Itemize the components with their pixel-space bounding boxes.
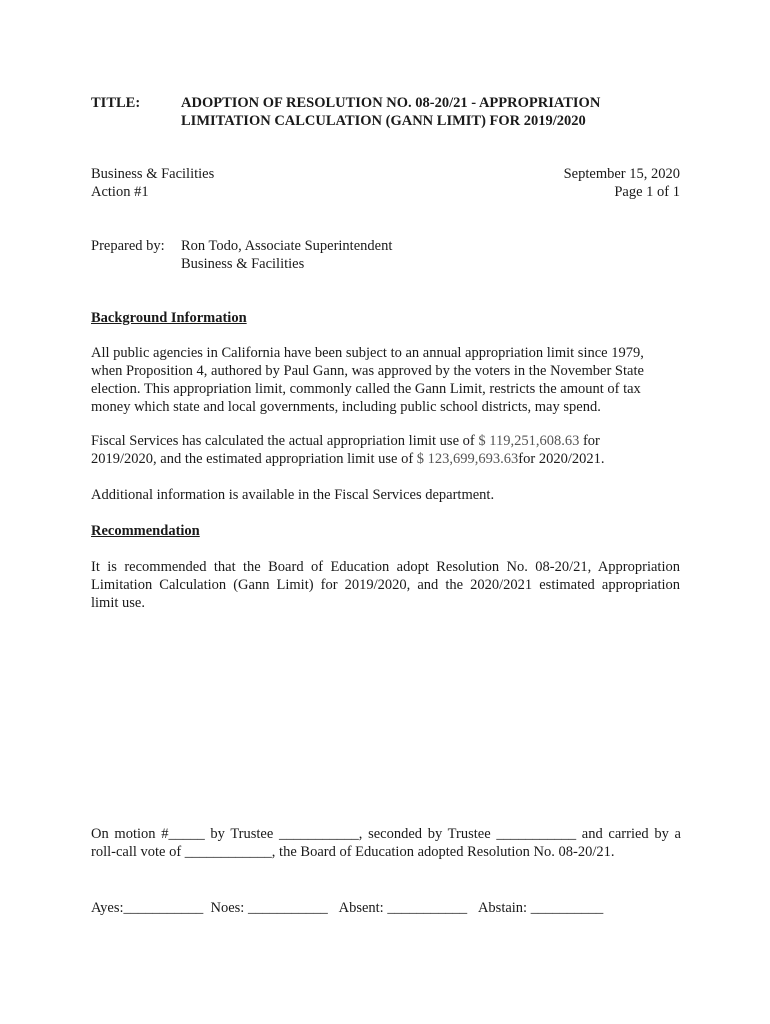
additional-info: Additional information is available in the Fiscal Services department. xyxy=(91,487,495,503)
recommendation-line: limit use. xyxy=(91,595,145,611)
meta-right xyxy=(564,165,680,201)
fiscal-paragraph xyxy=(91,432,681,468)
background-line: when Proposition 4, authored by Paul Gann, was approved by the voters in the November State xyxy=(91,363,644,379)
department: Business & Facilities xyxy=(91,166,215,182)
recommendation-line: It is recommended that the Board of Education adopt Resolution No. 08-20/21, Appropriation xyxy=(91,559,680,575)
background-line: election. This appropriation limit, commonly called the Gann Limit, restricts the amount of tax xyxy=(91,381,641,397)
background-paragraph xyxy=(91,344,681,416)
abstain-field: Abstain: __________ xyxy=(477,900,604,916)
motion-line-2: roll-call vote of ____________, the Board of Education adopted Resolution No. 08-20/21. xyxy=(91,844,615,860)
meta-left xyxy=(91,165,214,201)
recommendation-line: Limitation Calculation (Gann Limit) for 2019/2020, and the 2020/2021 estimated appropriation xyxy=(91,577,680,593)
motion-line-1: On motion #_____ by Trustee ___________, seconded by Trustee ___________ and carried by a xyxy=(91,826,681,842)
actual-amount: $ 119,251,608.63 xyxy=(478,433,580,449)
action-number: Action #1 xyxy=(91,184,149,200)
fiscal-line-1 xyxy=(91,432,681,450)
title-line-1: ADOPTION OF RESOLUTION NO. 08-20/21 - APPROPRIATION xyxy=(181,95,601,111)
absent-field: Absent: ___________ xyxy=(338,900,468,916)
fiscal-text: for xyxy=(579,433,600,449)
background-line: All public agencies in California have been subject to an annual appropriation limit since 1979, xyxy=(91,345,644,361)
date: September 15, 2020 xyxy=(563,166,680,182)
title-line-2: LIMITATION CALCULATION (GANN LIMIT) FOR 2019/2020 xyxy=(181,113,586,129)
recommendation-paragraph xyxy=(91,558,680,612)
fiscal-text: for 2020/2021. xyxy=(518,451,605,467)
preparer-dept: Business & Facilities xyxy=(181,256,305,272)
recommendation-heading: Recommendation xyxy=(91,523,200,539)
page-number: Page 1 of 1 xyxy=(614,184,680,200)
background-line: money which state and local governments, including public school districts, may spend. xyxy=(91,399,601,415)
motion-paragraph xyxy=(91,825,681,861)
background-heading: Background Information xyxy=(91,310,247,326)
vote-tally xyxy=(91,899,603,917)
prepared-by xyxy=(181,237,392,273)
fiscal-text: 2019/2020, and the estimated appropriation limit use of xyxy=(91,451,417,467)
estimated-amount: $ 123,699,693.63 xyxy=(416,451,519,467)
preparer-name: Ron Todo, Associate Superintendent xyxy=(181,238,393,254)
noes-field: Noes: ___________ xyxy=(210,900,328,916)
fiscal-text: Fiscal Services has calculated the actual appropriation limit use of xyxy=(91,433,479,449)
ayes-field: Ayes:___________ xyxy=(91,900,204,916)
fiscal-line-2 xyxy=(91,450,681,468)
document-title xyxy=(181,94,681,130)
prepared-by-label: Prepared by: xyxy=(91,238,165,254)
title-label: TITLE: xyxy=(91,95,141,111)
